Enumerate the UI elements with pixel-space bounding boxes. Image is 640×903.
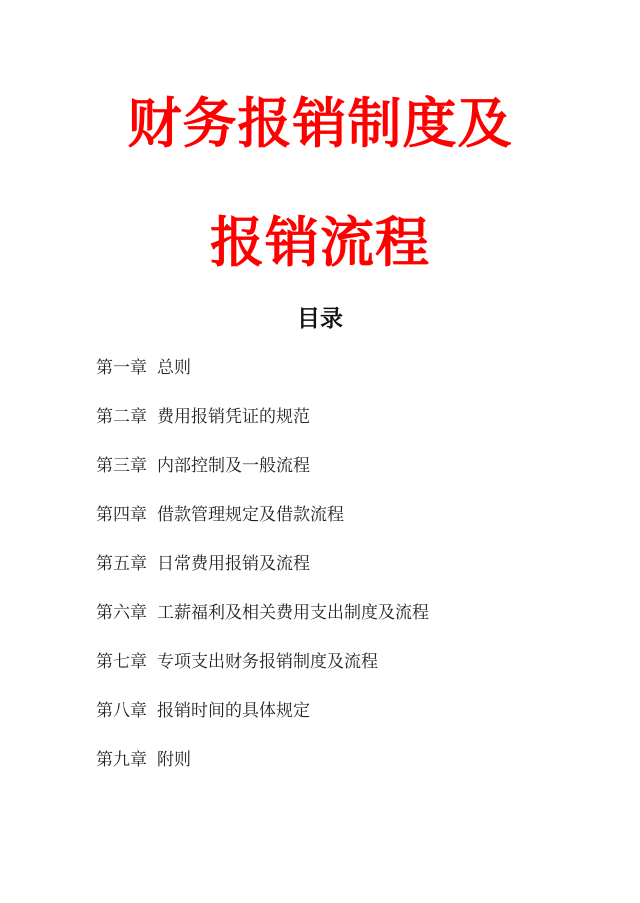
toc-item-5 (96, 550, 429, 599)
toc-chapter-label: 第六章 (96, 603, 147, 623)
toc-chapter-label: 第二章 (96, 407, 147, 427)
toc-chapter-title: 工薪福利及相关费用支出制度及流程 (157, 603, 429, 623)
toc-heading: 目录 (297, 305, 343, 332)
toc-item-3 (96, 452, 429, 501)
toc-chapter-label: 第四章 (96, 505, 147, 525)
toc-chapter-title: 费用报销凭证的规范 (157, 407, 310, 427)
toc-chapter-title: 内部控制及一般流程 (157, 456, 310, 476)
toc-chapter-label: 第八章 (96, 701, 147, 721)
toc-item-7 (96, 648, 429, 697)
toc-chapter-label: 第五章 (96, 554, 147, 574)
document-title-line-1: 财务报销制度及 (127, 92, 513, 155)
toc-chapter-label: 第一章 (96, 358, 147, 378)
toc-chapter-label: 第三章 (96, 456, 147, 476)
toc-item-1 (96, 354, 429, 403)
document-title-line-2: 报销流程 (210, 211, 430, 274)
toc-chapter-title: 总则 (157, 358, 191, 378)
toc-item-4 (96, 501, 429, 550)
toc-chapter-label: 第七章 (96, 652, 147, 672)
table-of-contents (96, 354, 429, 795)
toc-chapter-title: 附则 (157, 750, 191, 770)
toc-item-8 (96, 697, 429, 746)
toc-chapter-title: 报销时间的具体规定 (157, 701, 310, 721)
toc-item-2 (96, 403, 429, 452)
toc-item-9 (96, 746, 429, 795)
toc-chapter-title: 借款管理规定及借款流程 (157, 505, 344, 525)
toc-item-6 (96, 599, 429, 648)
toc-chapter-title: 日常费用报销及流程 (157, 554, 310, 574)
toc-chapter-title: 专项支出财务报销制度及流程 (157, 652, 378, 672)
toc-chapter-label: 第九章 (96, 750, 147, 770)
